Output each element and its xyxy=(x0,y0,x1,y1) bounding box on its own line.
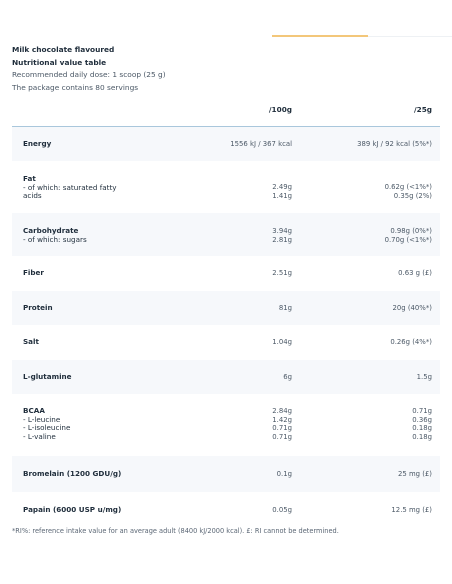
value-per-100g: 1556 kJ / 367 kcal xyxy=(230,140,292,148)
value-per-100g: 1.04g xyxy=(272,338,292,346)
table-header xyxy=(12,100,440,127)
product-intro xyxy=(12,44,166,94)
reference-intake-footnote: *RI%: reference intake value for an average adult (8400 kJ/2000 kcal). £: RI cannot be determined. xyxy=(12,527,339,535)
table-row-energy xyxy=(12,127,440,161)
value-per-100g: 6g xyxy=(283,373,292,381)
row-label: Salt xyxy=(23,337,39,346)
value-per-25g: 0.26g (4%*) xyxy=(390,338,432,346)
value-per-25g: 1.5g xyxy=(416,373,432,381)
row-sublabel: - of which: saturated fatty xyxy=(23,182,117,192)
table-row-salt xyxy=(12,325,440,360)
value-per-100g: 0.1g xyxy=(276,470,292,478)
value-per-100g: 2.51g xyxy=(272,269,292,277)
value-per-25g: 25 mg (£) xyxy=(398,470,432,478)
row-sublabel: - of which: sugars xyxy=(23,234,87,244)
servings-text: The package contains 80 servings xyxy=(12,82,139,92)
row-label: Fat - of which: saturated fatty acids xyxy=(23,174,117,200)
value-per-25g: 0.71g 0.36g 0.18g 0.18g xyxy=(412,407,432,441)
column-header-per-25g: /25g xyxy=(413,105,432,114)
top-bar xyxy=(0,0,452,38)
row-label: Bromelain (1200 GDU/g) xyxy=(23,469,122,478)
table-row-bromelain xyxy=(12,456,440,492)
value-per-25g: 0.62g (<1%*) 0.35g (2%) xyxy=(384,183,432,200)
table-row-fat xyxy=(12,161,440,213)
value-per-100g: 0.05g xyxy=(272,506,292,514)
daily-dose-text: Recommended daily dose: 1 scoop (25 g) xyxy=(12,70,166,79)
value-per-100g: 3.94g 2.81g xyxy=(272,227,292,244)
row-label: L-glutamine xyxy=(23,372,72,381)
product-flavour-title: Milk chocolate flavoured xyxy=(12,45,115,54)
table-row-l-glutamine xyxy=(12,360,440,394)
column-header-per-100g: /100g xyxy=(268,105,292,114)
row-label: Carbohydrate - of which: sugars xyxy=(23,226,87,244)
value-per-25g: 12.5 mg (£) xyxy=(391,506,432,514)
table-row-protein xyxy=(12,291,440,325)
tab-divider xyxy=(368,36,452,37)
table-row-fiber xyxy=(12,256,440,291)
table-row-bcaa xyxy=(12,394,440,456)
table-row-carbohydrate xyxy=(12,213,440,256)
value-per-25g: 0.63 g (£) xyxy=(398,269,432,277)
row-sublabel: - L-leucine xyxy=(23,414,61,424)
row-label: Protein xyxy=(23,303,53,312)
value-per-100g: 2.49g 1.41g xyxy=(272,183,292,200)
row-label: BCAA - L-leucine - L-isoleucine - L-valine xyxy=(23,406,71,441)
row-sublabel: acids xyxy=(23,191,42,200)
value-per-25g: 0.98g (0%*) 0.70g (<1%*) xyxy=(384,227,432,244)
nutrition-table-title: Nutritional value table xyxy=(12,57,107,67)
nutrition-table xyxy=(12,100,440,528)
row-label: Fiber xyxy=(23,268,44,277)
row-sublabel: - L-valine xyxy=(23,431,56,441)
value-per-100g: 81g xyxy=(278,304,292,312)
row-label: Energy xyxy=(23,139,52,148)
row-label: Papain (6000 USP u/mg) xyxy=(23,505,122,514)
value-per-25g: 20g (40%*) xyxy=(392,304,432,312)
table-row-papain xyxy=(12,492,440,528)
value-per-100g: 2.84g 1.42g 0.71g 0.71g xyxy=(272,407,292,441)
active-tab-indicator xyxy=(272,35,368,37)
row-sublabel: - L-isoleucine xyxy=(23,423,71,432)
value-per-25g: 389 kJ / 92 kcal (5%*) xyxy=(357,140,432,148)
